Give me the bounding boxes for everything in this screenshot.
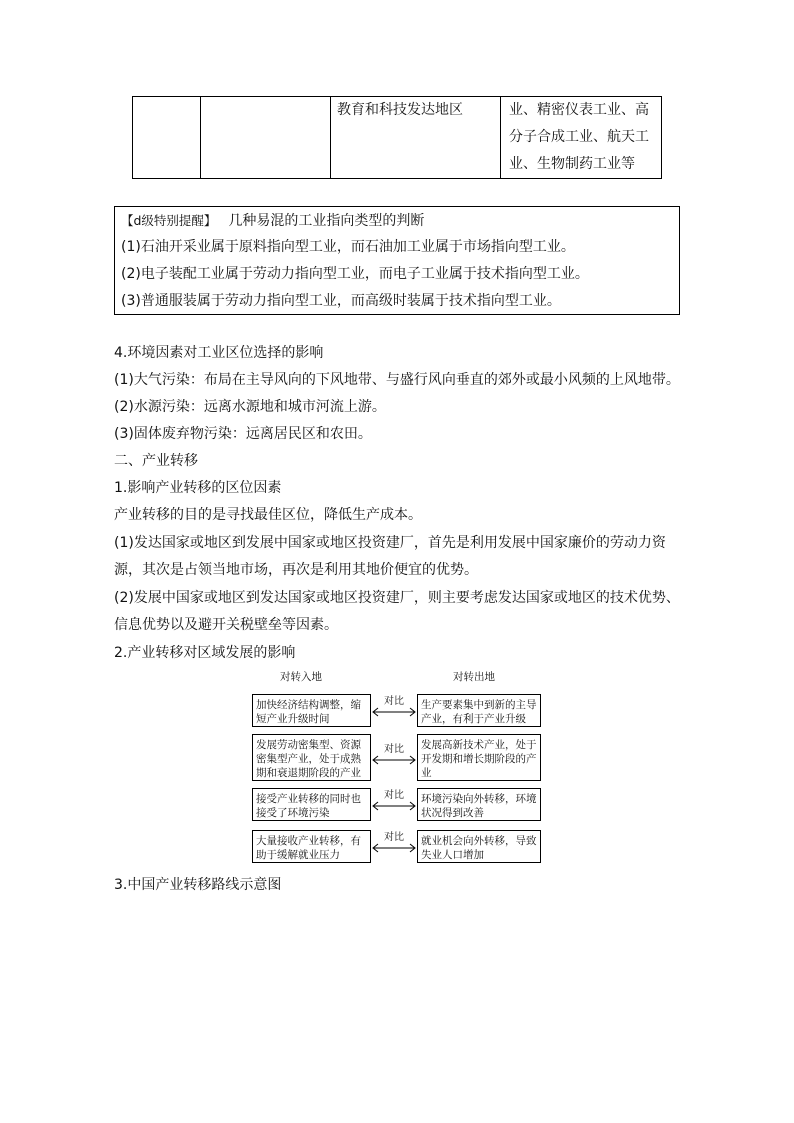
- table-cell: [201, 97, 331, 179]
- reminder-header: [121, 207, 673, 234]
- impact-box-destination: 加快经济结构调整，缩短产业升级时间: [252, 694, 371, 727]
- reminder-box: [114, 206, 680, 315]
- table-row: [133, 97, 662, 179]
- double-arrow-icon: [371, 706, 417, 718]
- industry-table: [132, 96, 662, 179]
- table-cell-line: 业、生物制药工业等: [509, 156, 635, 172]
- table-cell-region: 教育和科技发达地区: [331, 97, 501, 179]
- part-heading: 二、产业转移: [114, 453, 198, 469]
- section-heading: 2.产业转移对区域发展的影响: [114, 645, 296, 661]
- double-arrow-icon: [371, 842, 417, 854]
- compare-label: 对比: [384, 696, 404, 707]
- reminder-item: (3)普通服装属于劳动力指向型工业，而高级时装属于技术指向型工业。: [121, 293, 561, 309]
- compare-label: 对比: [384, 832, 404, 843]
- paragraph: (2)水源污染：远离水源地和城市河流上游。: [114, 399, 386, 415]
- paragraph: (3)固体废弃物污染：远离居民区和农田。: [114, 426, 372, 442]
- impact-box-destination: 接受产业转移的同时也接受了环境污染: [252, 788, 371, 821]
- impact-box-destination: 发展劳动密集型、资源密集型产业，处于成熟期和衰退期阶段的产业: [252, 734, 371, 781]
- left-header: 对转入地: [280, 671, 322, 683]
- comparison-diagram: [250, 670, 550, 870]
- right-header: 对转出地: [453, 671, 495, 683]
- table-cell-line: 分子合成工业、航天工: [509, 129, 649, 145]
- impact-box-destination: 大量接收产业转移，有助于缓解就业压力: [252, 830, 371, 863]
- reminder-title: 几种易混的工业指向类型的判断: [228, 213, 425, 229]
- impact-box-origin: 发展高新技术产业，处于开发期和增长期阶段的产业: [417, 734, 541, 781]
- table-cell-line: 业、精密仪表工业、高: [509, 102, 649, 118]
- impact-box-origin: 生产要素集中到新的主导产业，有利于产业升级: [417, 694, 541, 727]
- paragraph: 源，其次是占领当地市场，再次是利用其地价便宜的优势。: [114, 562, 478, 578]
- paragraph: 信息优势以及避开关税壁垒等因素。: [114, 617, 338, 633]
- reminder-item: (1)石油开采业属于原料指向型工业，而石油加工业属于市场指向型工业。: [121, 239, 575, 255]
- reminder-item: (2)电子装配工业属于劳动力指向型工业，而电子工业属于技术指向型工业。: [121, 266, 589, 282]
- compare-label: 对比: [384, 790, 404, 801]
- reminder-tag: 【d级特别提醒】: [121, 213, 217, 228]
- paragraph: (1)大气污染：布局在主导风向的下风地带、与盛行风向垂直的郊外或最小风频的上风地带。: [114, 372, 680, 388]
- section-heading: 4.环境因素对工业区位选择的影响: [114, 345, 324, 361]
- impact-box-origin: 环境污染向外转移，环境状况得到改善: [417, 788, 541, 821]
- table-cell: [133, 97, 201, 179]
- table-cell-industries: [501, 97, 662, 179]
- paragraph: (2)发展中国家或地区到发达国家或地区投资建厂，则主要考虑发达国家或地区的技术优势、: [114, 590, 680, 606]
- double-arrow-icon: [371, 800, 417, 812]
- impact-box-origin: 就业机会向外转移，导致失业人口增加: [417, 830, 541, 863]
- compare-label: 对比: [384, 744, 404, 755]
- double-arrow-icon: [371, 754, 417, 766]
- paragraph: 产业转移的目的是寻找最佳区位，降低生产成本。: [114, 507, 422, 523]
- section-heading: 1.影响产业转移的区位因素: [114, 480, 282, 496]
- section-heading: 3.中国产业转移路线示意图: [114, 877, 282, 893]
- paragraph: (1)发达国家或地区到发展中国家或地区投资建厂，首先是利用发展中国家廉价的劳动力资: [114, 535, 666, 551]
